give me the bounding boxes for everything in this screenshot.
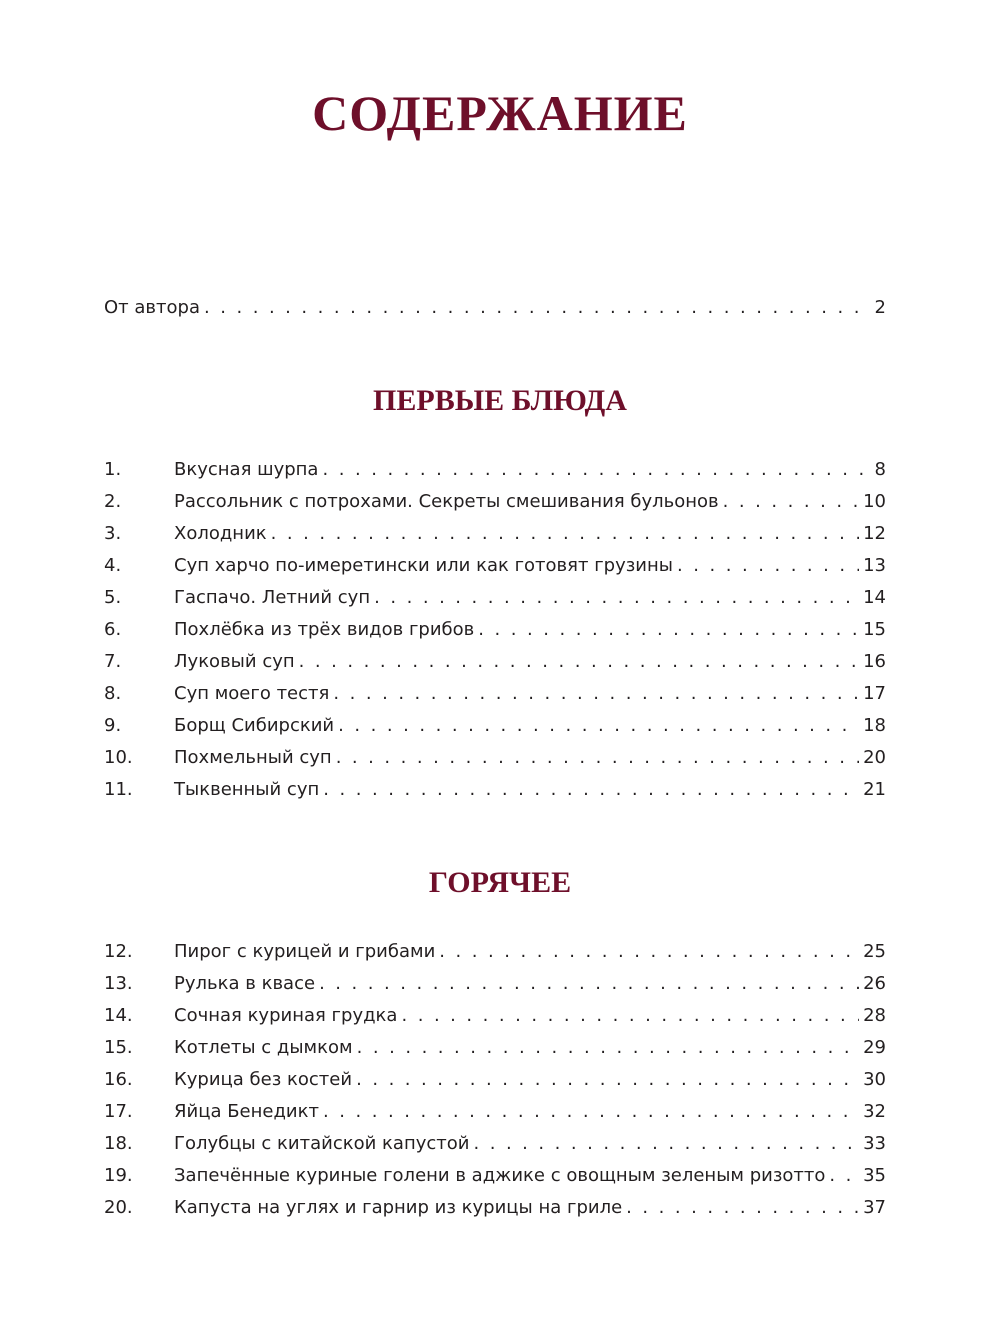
toc-entry[interactable] (104, 1194, 886, 1222)
toc-leader-dots (626, 1194, 859, 1222)
toc-leader-dots (336, 744, 859, 772)
toc-entry-title: Вкусная шурпа (174, 459, 319, 480)
toc-leader-dots (356, 1066, 859, 1094)
toc-entry-title: Пирог с курицей и грибами (174, 941, 436, 962)
toc-entry-page: 16 (863, 651, 886, 672)
toc-entry[interactable] (104, 1034, 886, 1062)
toc-entry[interactable] (104, 1130, 886, 1158)
toc-entry-page: 14 (863, 587, 886, 608)
toc-leader-dots (677, 552, 859, 580)
toc-entry-number: 3. (104, 523, 122, 544)
toc-entry-page: 33 (863, 1133, 886, 1154)
toc-entry-number: 11. (104, 779, 133, 800)
toc-entry-page: 37 (863, 1197, 886, 1218)
toc-entry-number: 14. (104, 1005, 133, 1026)
toc-entry-title: Похлёбка из трёх видов грибов (174, 619, 475, 640)
toc-entry[interactable] (104, 1162, 886, 1190)
toc-entry-title: Капуста на углях и гарнир из курицы на гриле (174, 1197, 623, 1218)
toc-entry-title: От автора (104, 297, 200, 318)
toc-entry-number: 9. (104, 715, 122, 736)
toc-entry[interactable] (104, 1066, 886, 1094)
toc-entry-title: Запечённые куриные голени в аджике с овощным зеленым ризотто (174, 1165, 826, 1186)
toc-entry-title: Сочная куриная грудка (174, 1005, 398, 1026)
toc-entry-title: Холодник (174, 523, 267, 544)
toc-entry-number: 20. (104, 1197, 133, 1218)
toc-entry-page: 35 (863, 1165, 886, 1186)
toc-entry-title: Рулька в квасе (174, 973, 316, 994)
toc-leader-dots (478, 616, 859, 644)
toc-entry-number: 1. (104, 459, 122, 480)
section-title-hot-dishes: ГОРЯЧЕЕ (428, 866, 572, 899)
toc-entry-number: 8. (104, 683, 122, 704)
toc-entry-number: 6. (104, 619, 122, 640)
toc-entry-number: 5. (104, 587, 122, 608)
toc-entry-title: Суп харчо по-имеретински или как готовят грузины (174, 555, 673, 576)
toc-leader-dots (723, 488, 859, 516)
toc-entry-number: 13. (104, 973, 133, 994)
toc-entry-number: 15. (104, 1037, 133, 1058)
toc-leader-dots (271, 520, 859, 548)
toc-entry-number: 10. (104, 747, 133, 768)
toc-entry-number: 4. (104, 555, 122, 576)
toc-entry-title: Тыквенный суп (174, 779, 320, 800)
toc-leader-dots (323, 1098, 859, 1126)
page-title: СОДЕРЖАНИЕ (312, 85, 688, 141)
toc-entry-page: 21 (863, 779, 886, 800)
toc-entry-number: 2. (104, 491, 122, 512)
toc-entry[interactable] (104, 970, 886, 998)
toc-entry[interactable] (104, 456, 886, 484)
toc-entry[interactable] (104, 552, 886, 580)
toc-entry-number: 19. (104, 1165, 133, 1186)
toc-entry-title: Рассольник с потрохами. Секреты смешивания бульонов (174, 491, 719, 512)
toc-leader-dots (323, 776, 859, 804)
toc-entry[interactable] (104, 1002, 886, 1030)
toc-entry-page: 13 (863, 555, 886, 576)
section-title-first-courses: ПЕРВЫЕ БЛЮДА (373, 384, 627, 417)
toc-entry-number: 18. (104, 1133, 133, 1154)
toc-entry-number: 17. (104, 1101, 133, 1122)
toc-entry-page: 30 (863, 1069, 886, 1090)
toc-entry-page: 18 (863, 715, 886, 736)
toc-entry-page: 32 (863, 1101, 886, 1122)
toc-entry-page: 29 (863, 1037, 886, 1058)
toc-entry-title: Борщ Сибирский (174, 715, 335, 736)
toc-leader-dots (204, 294, 871, 322)
toc-entry[interactable] (104, 744, 886, 772)
toc-entry-page: 25 (863, 941, 886, 962)
toc-entry-title: Яйца Бенедикт (174, 1101, 319, 1122)
toc-entry-title: Суп моего тестя (174, 683, 330, 704)
toc-leader-dots (333, 680, 859, 708)
toc-entry-number: 12. (104, 941, 133, 962)
toc-entry[interactable] (104, 938, 886, 966)
toc-entry-title: Курица без костей (174, 1069, 353, 1090)
toc-leader-dots (338, 712, 859, 740)
toc-leader-dots (374, 584, 859, 612)
toc-leader-dots (322, 456, 870, 484)
toc-entry[interactable] (104, 1098, 886, 1126)
toc-leader-dots (319, 970, 859, 998)
toc-entry[interactable] (104, 584, 886, 612)
toc-entry-page: 28 (863, 1005, 886, 1026)
toc-leader-dots (357, 1034, 860, 1062)
toc-entry-page: 20 (863, 747, 886, 768)
toc-entry-page: 17 (863, 683, 886, 704)
toc-entry-title: Гаспачо. Летний суп (174, 587, 371, 608)
toc-entry-title: Котлеты с дымком (174, 1037, 353, 1058)
toc-entry-page: 10 (863, 491, 886, 512)
toc-entry-number: 16. (104, 1069, 133, 1090)
toc-entry-page: 2 (874, 297, 886, 318)
toc-entry[interactable] (104, 616, 886, 644)
toc-entry[interactable] (104, 488, 886, 516)
toc-entry-page: 12 (863, 523, 886, 544)
toc-entry-title: Похмельный суп (174, 747, 332, 768)
toc-entry-title: Голубцы с китайской капустой (174, 1133, 470, 1154)
toc-entry[interactable] (104, 680, 886, 708)
toc-entry-number: 7. (104, 651, 122, 672)
toc-leader-dots (473, 1130, 859, 1158)
toc-entry-intro[interactable] (104, 294, 886, 322)
toc-entry-title: Луковый суп (174, 651, 295, 672)
toc-entry[interactable] (104, 712, 886, 740)
toc-leader-dots (401, 1002, 859, 1030)
toc-leader-dots (439, 938, 859, 966)
toc-entry[interactable] (104, 776, 886, 804)
toc-entry[interactable] (104, 520, 886, 548)
toc-leader-dots (829, 1162, 859, 1190)
toc-entry-page: 8 (874, 459, 886, 480)
toc-entry-page: 15 (863, 619, 886, 640)
toc-leader-dots (299, 648, 859, 676)
toc-entry[interactable] (104, 648, 886, 676)
toc-entry-page: 26 (863, 973, 886, 994)
